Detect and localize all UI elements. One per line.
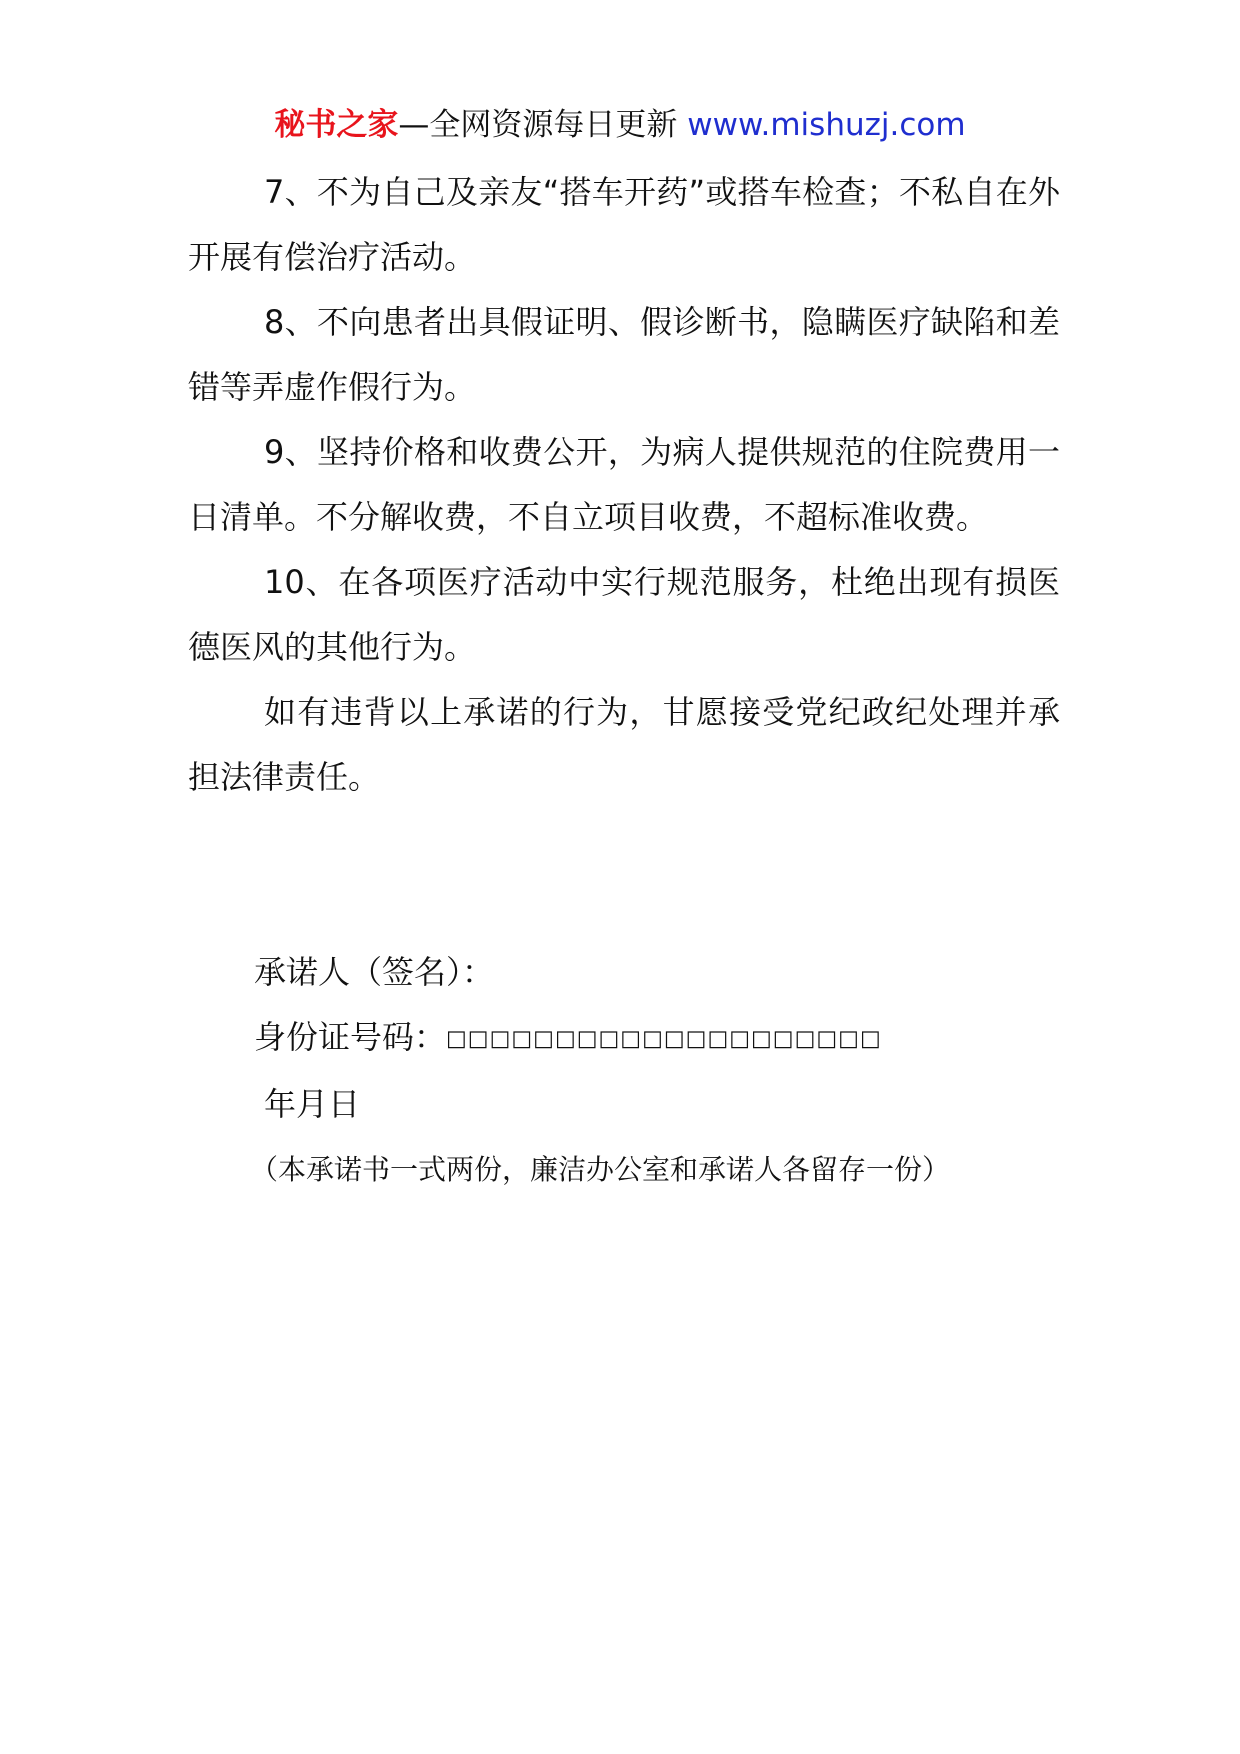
id-number-label: 身份证号码： bbox=[254, 1018, 447, 1056]
paragraph-item-7: 7、不为自己及亲友“搭车开药”或搭车检查；不私自在外开展有偿治疗活动。 bbox=[188, 173, 1060, 276]
copies-note-text: （本承诺书一式两份，廉洁办公室和承诺人各留存一份） bbox=[250, 1152, 951, 1186]
page-header bbox=[0, 100, 1240, 150]
signature-block bbox=[250, 940, 1054, 1202]
copies-note bbox=[250, 1137, 1054, 1202]
date-line bbox=[254, 1072, 1054, 1137]
header-tagline: —全网资源每日更新 bbox=[398, 107, 678, 143]
paragraph-item-9: 9、坚持价格和收费公开，为病人提供规范的住院费用一日清单。不分解收费，不自立项目收费，不超标准收费。 bbox=[188, 433, 1060, 536]
paragraph-pledge: 如有违背以上承诺的行为，甘愿接受党纪政纪处理并承担法律责任。 bbox=[188, 693, 1060, 796]
date-label: 年月日 bbox=[264, 1084, 361, 1123]
signature-line bbox=[254, 940, 1054, 1005]
document-body bbox=[188, 160, 1060, 810]
id-number-boxes: □□□□□□□□□□□□□□□□□□□□ bbox=[446, 1026, 882, 1052]
signature-label: 承诺人（签名）： bbox=[254, 953, 495, 991]
brand-name: 秘书之家 bbox=[274, 107, 399, 143]
paragraph-item-8: 8、不向患者出具假证明、假诊断书，隐瞒医疗缺陷和差错等弄虚作假行为。 bbox=[188, 303, 1060, 406]
site-url[interactable]: www.mishuzj.com bbox=[687, 107, 966, 143]
paragraph-item-10: 10、在各项医疗活动中实行规范服务，杜绝出现有损医德医风的其他行为。 bbox=[188, 563, 1060, 666]
id-number-line bbox=[254, 1005, 1054, 1072]
